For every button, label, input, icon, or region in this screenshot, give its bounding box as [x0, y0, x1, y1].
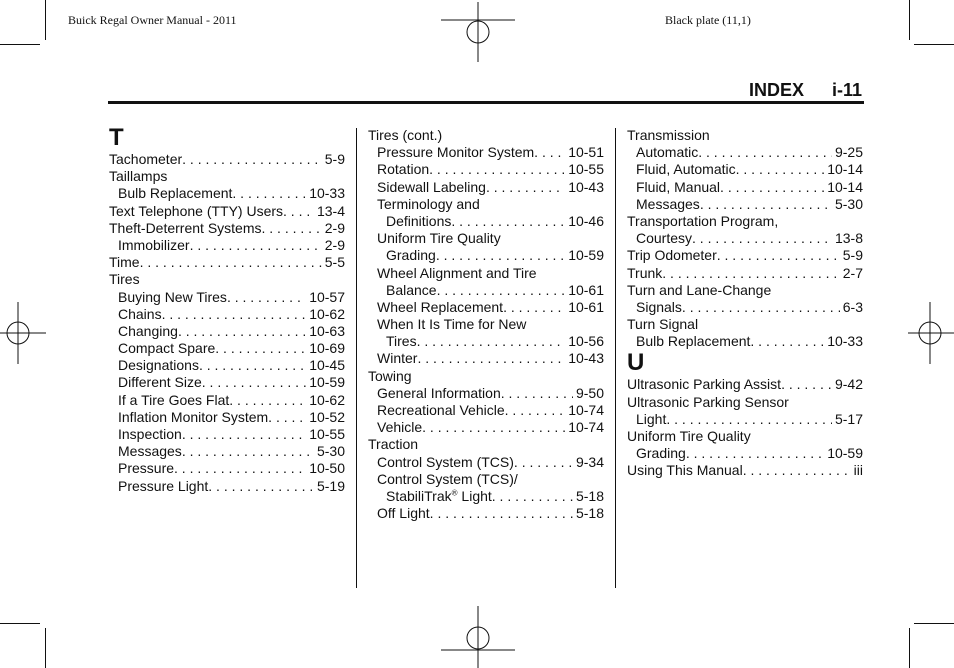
dot-leader	[202, 374, 306, 391]
entry-term: Tires	[386, 333, 417, 350]
dot-leader	[666, 411, 832, 428]
entry-text	[636, 179, 720, 196]
entry-text	[627, 376, 781, 393]
entry-page: 9-34	[575, 453, 604, 470]
dot-leader	[422, 419, 565, 436]
index-entry	[109, 374, 345, 391]
page-number: i-11	[831, 80, 862, 100]
entry-term: Light	[636, 410, 667, 427]
entry-term: Bulb Replacement	[118, 185, 233, 202]
entry-page: 2-7	[842, 264, 863, 281]
registered-mark: ®	[451, 488, 458, 498]
entry-term: Control System (TCS)	[377, 453, 514, 470]
entry-term: Messages	[636, 195, 700, 212]
entry-page: 10-74	[568, 402, 604, 418]
entry-text	[636, 161, 736, 178]
entry-page: 9-42	[834, 376, 863, 393]
index-heading: Uniform Tire Quality	[377, 230, 501, 247]
entry-text	[118, 478, 208, 495]
index-entry	[368, 385, 604, 402]
dot-leader	[486, 179, 565, 196]
dot-leader	[505, 402, 566, 419]
entry-text	[109, 151, 182, 168]
entry-term: Tachometer	[109, 151, 183, 167]
index-entry	[627, 445, 863, 462]
entry-page: 10-69	[309, 340, 345, 357]
entry-page: 9-50	[575, 384, 604, 401]
index-entry	[368, 419, 604, 436]
entry-page: 10-52	[309, 408, 345, 425]
entry-page: 5-19	[316, 477, 345, 494]
dot-leader	[750, 333, 824, 350]
entry-term: Recreational Vehicle	[377, 402, 505, 418]
entry-page: 10-62	[309, 391, 345, 408]
entry-term: Bulb Replacement	[636, 333, 751, 350]
entry-page: 10-43	[568, 350, 604, 367]
index-entry	[109, 323, 345, 340]
dot-leader	[268, 409, 306, 426]
index-entry	[109, 237, 345, 254]
index-heading: Wheel Alignment and Tire	[377, 264, 537, 281]
index-entry	[368, 333, 604, 350]
index-letter: U	[627, 349, 645, 377]
index-heading: Tires (cont.)	[368, 127, 443, 143]
index-heading: Taillamps	[109, 168, 168, 185]
entry-text	[627, 462, 743, 479]
entry-term: Vehicle	[377, 419, 423, 436]
entry-page: 5-30	[834, 195, 863, 212]
entry-term: Trip Odometer	[627, 247, 717, 264]
index-heading: Turn and Lane-Change	[627, 281, 772, 298]
dot-leader	[662, 265, 839, 282]
entry-text	[377, 299, 503, 316]
entry-text	[377, 454, 514, 471]
entry-term: General Information	[377, 384, 501, 401]
entry-page: 10-43	[568, 178, 604, 195]
registration-mark-top	[441, 2, 515, 62]
entry-text	[627, 265, 662, 282]
index-heading: Ultrasonic Parking Sensor	[627, 393, 789, 410]
entry-text	[118, 185, 232, 202]
entry-term: Time	[109, 254, 140, 271]
entry-term: Off Light	[377, 505, 430, 522]
entry-term: Courtesy	[636, 230, 693, 247]
entry-page: iii	[853, 462, 863, 479]
column-divider	[356, 128, 357, 588]
index-heading: Control System (TCS)/	[377, 470, 518, 487]
index-entry	[109, 340, 345, 357]
entry-term: Inspection	[118, 426, 182, 442]
entry-term: Pressure Light	[118, 477, 209, 494]
entry-text	[636, 333, 750, 350]
dot-leader	[199, 357, 306, 374]
entry-text	[386, 213, 451, 230]
index-entry	[627, 376, 863, 393]
entry-text	[377, 161, 429, 178]
index-entry	[627, 462, 863, 479]
entry-page: 10-61	[568, 298, 604, 315]
entry-term: Fluid, Automatic	[636, 161, 736, 178]
index-heading: When It Is Time for New	[377, 316, 527, 333]
entry-term: Grading	[636, 445, 686, 462]
index-heading: Terminology and	[377, 195, 480, 212]
index-letter: T	[109, 124, 124, 151]
dot-leader	[686, 445, 824, 462]
index-column-3	[627, 127, 863, 480]
dot-leader	[514, 454, 573, 471]
entry-text	[118, 374, 202, 391]
index-entry	[109, 289, 345, 306]
dot-leader	[417, 350, 565, 367]
index-entry	[627, 247, 863, 264]
entry-text	[118, 237, 190, 254]
column-divider	[615, 128, 616, 588]
entry-term: Fluid, Manual	[636, 178, 721, 195]
entry-text	[377, 385, 501, 402]
index-entry	[627, 179, 863, 196]
index-entry	[109, 220, 345, 237]
entry-term: Text Telephone (TTY) Users	[109, 202, 284, 219]
entry-term: Using This Manual	[627, 462, 743, 479]
dot-leader	[215, 340, 306, 357]
dot-leader	[534, 144, 565, 161]
entry-page: 5-5	[324, 254, 345, 271]
dot-leader	[429, 161, 565, 178]
entry-term: Pressure	[118, 460, 175, 477]
dot-leader	[503, 299, 565, 316]
index-entry	[109, 185, 345, 202]
entry-page: 10-46	[568, 212, 604, 229]
dot-leader	[430, 505, 573, 522]
dot-leader	[178, 323, 306, 340]
entry-page: 5-18	[575, 505, 604, 522]
index-entry	[109, 443, 345, 460]
dot-leader	[182, 443, 314, 460]
entry-page: 5-9	[842, 247, 863, 264]
dot-leader	[436, 247, 565, 264]
entry-text	[118, 357, 199, 374]
index-heading: Transmission	[627, 127, 710, 143]
entry-term: Ultrasonic Parking Assist	[627, 376, 782, 393]
entry-page: 10-55	[568, 161, 604, 178]
entry-text	[118, 306, 162, 323]
entry-term: If a Tire Goes Flat	[118, 391, 230, 408]
entry-text	[109, 254, 140, 271]
entry-text	[109, 220, 262, 237]
dot-leader	[182, 426, 306, 443]
entry-page: 13-8	[834, 230, 863, 247]
dot-leader	[692, 230, 832, 247]
entry-page: 10-14	[827, 161, 863, 178]
index-entry	[627, 196, 863, 213]
index-entry	[627, 230, 863, 247]
entry-term-suffix: Light	[457, 487, 492, 504]
dot-leader	[283, 203, 314, 220]
entry-term: Rotation	[377, 161, 430, 178]
dot-leader	[162, 306, 307, 323]
entry-term: Messages	[118, 443, 182, 460]
index-entry	[368, 488, 604, 505]
dot-leader	[743, 462, 851, 479]
dot-leader	[190, 237, 322, 254]
entry-term: Compact Spare	[118, 340, 216, 357]
dot-leader	[717, 247, 840, 264]
index-column-2	[368, 127, 604, 522]
dot-leader	[232, 185, 306, 202]
entry-page: 10-63	[309, 322, 345, 339]
dot-leader	[781, 376, 832, 393]
index-entry	[368, 144, 604, 161]
plate-label: Black plate (11,1)	[665, 13, 751, 27]
dot-leader	[229, 392, 306, 409]
index-entry	[627, 299, 863, 316]
entry-page: 5-30	[316, 443, 345, 460]
registration-mark-right	[908, 302, 954, 364]
entry-term: Sidewall Labeling	[377, 178, 486, 195]
entry-term: Wheel Replacement	[377, 298, 504, 315]
entry-term: Trunk	[627, 264, 663, 281]
index-entry	[368, 179, 604, 196]
entry-page: 10-59	[309, 374, 345, 391]
entry-term: Designations	[118, 357, 199, 374]
index-entry	[109, 392, 345, 409]
entry-term: Chains	[118, 305, 162, 322]
entry-page: 10-61	[568, 281, 604, 298]
dot-leader	[698, 144, 832, 161]
dot-leader	[262, 220, 322, 237]
dot-leader	[736, 161, 825, 178]
index-column-1	[109, 125, 345, 495]
dot-leader	[501, 385, 573, 402]
entry-page: 10-55	[309, 426, 345, 442]
entry-term: Winter	[377, 350, 418, 367]
index-entry	[368, 350, 604, 367]
entry-text	[386, 333, 417, 350]
index-entry	[368, 299, 604, 316]
index-heading: Towing	[368, 367, 412, 384]
entry-text	[118, 460, 174, 477]
entry-term: Pressure Monitor System	[377, 144, 535, 161]
page-title	[749, 80, 862, 101]
entry-term: Immobilizer	[118, 236, 190, 253]
entry-text	[377, 350, 417, 367]
entry-term: Signals	[636, 298, 682, 315]
entry-text	[377, 144, 534, 161]
entry-text	[636, 411, 666, 428]
entry-text	[636, 230, 692, 247]
entry-text	[377, 179, 486, 196]
entry-page: 10-56	[568, 333, 604, 350]
entry-page: 5-18	[575, 487, 604, 504]
index-heading: Traction	[368, 436, 419, 453]
entry-text	[627, 247, 717, 264]
index-entry	[368, 161, 604, 178]
index-entry	[109, 460, 345, 477]
entry-text	[118, 323, 178, 340]
entry-term: Different Size	[118, 374, 202, 391]
dot-leader	[140, 254, 322, 271]
index-entry	[109, 426, 345, 443]
dot-leader	[417, 333, 566, 350]
manual-title: Buick Regal Owner Manual - 2011	[68, 13, 237, 27]
entry-term: Theft-Deterrent Systems	[109, 219, 262, 236]
entry-text	[636, 445, 686, 462]
dot-leader	[682, 299, 840, 316]
dot-leader	[700, 196, 832, 213]
header-rule	[108, 101, 864, 104]
index-entry	[109, 203, 345, 220]
entry-term: Definitions	[386, 212, 452, 229]
index-entry	[368, 247, 604, 264]
entry-page: 10-57	[309, 288, 345, 305]
entry-text	[118, 340, 215, 357]
dot-leader	[451, 213, 565, 230]
entry-term: Balance	[386, 281, 437, 298]
index-entry	[109, 306, 345, 323]
entry-page: 10-45	[309, 357, 345, 374]
entry-page: 13-4	[316, 202, 345, 219]
dot-leader	[208, 478, 314, 495]
entry-text	[377, 419, 422, 436]
entry-page: 10-33	[309, 185, 345, 202]
entry-page: 6-3	[842, 298, 863, 315]
entry-text	[118, 443, 182, 460]
entry-term: Buying New Tires	[118, 288, 227, 305]
entry-page: 2-9	[324, 236, 345, 253]
entry-page: 10-33	[827, 333, 863, 350]
index-entry	[627, 161, 863, 178]
entry-text	[118, 289, 227, 306]
index-heading: Turn Signal	[627, 316, 699, 333]
entry-text	[118, 426, 182, 443]
entry-term: Automatic	[636, 144, 699, 161]
index-entry	[627, 333, 863, 350]
entry-term: Changing	[118, 322, 178, 339]
dot-leader	[720, 179, 824, 196]
registration-mark-bottom	[441, 606, 515, 668]
entry-text	[386, 488, 492, 505]
index-entry	[368, 402, 604, 419]
entry-term: Inflation Monitor System	[118, 408, 269, 425]
entry-text	[377, 402, 505, 419]
entry-text	[636, 299, 682, 316]
index-heading: Transportation Program,	[627, 212, 779, 229]
entry-text	[118, 392, 229, 409]
entry-page: 5-17	[834, 410, 863, 427]
index-entry	[109, 151, 345, 168]
index-entry	[109, 357, 345, 374]
index-entry	[109, 254, 345, 271]
entry-text	[386, 247, 436, 264]
entry-text	[636, 144, 698, 161]
index-entry	[368, 505, 604, 522]
index-heading: Tires	[109, 271, 140, 288]
index-entry	[368, 213, 604, 230]
index-heading: Uniform Tire Quality	[627, 428, 751, 444]
entry-text	[109, 203, 283, 220]
index-entry	[627, 411, 863, 428]
dot-leader	[437, 282, 566, 299]
entry-page: 10-62	[309, 305, 345, 322]
entry-term: StabiliTrak	[386, 487, 452, 504]
index-entry	[627, 265, 863, 282]
entry-page: 10-50	[309, 460, 345, 477]
entry-page: 5-9	[324, 151, 345, 167]
section-label: INDEX	[748, 80, 804, 100]
entry-text	[118, 409, 268, 426]
entry-page: 10-14	[827, 178, 863, 195]
entry-text	[636, 196, 700, 213]
entry-term: Grading	[386, 247, 436, 264]
dot-leader	[227, 289, 306, 306]
entry-page: 10-59	[568, 247, 604, 264]
index-entry	[109, 478, 345, 495]
entry-page: 10-51	[568, 144, 604, 161]
registration-mark-left	[0, 302, 46, 364]
dot-leader	[182, 151, 322, 168]
index-entry	[368, 282, 604, 299]
dot-leader	[492, 488, 573, 505]
dot-leader	[174, 460, 306, 477]
entry-text	[386, 282, 437, 299]
entry-page: 10-74	[568, 419, 604, 436]
entry-page: 2-9	[324, 219, 345, 236]
index-entry	[368, 454, 604, 471]
entry-page: 10-59	[827, 445, 863, 462]
entry-page: 9-25	[834, 144, 863, 161]
index-entry	[109, 409, 345, 426]
index-entry	[627, 144, 863, 161]
entry-text	[377, 505, 430, 522]
